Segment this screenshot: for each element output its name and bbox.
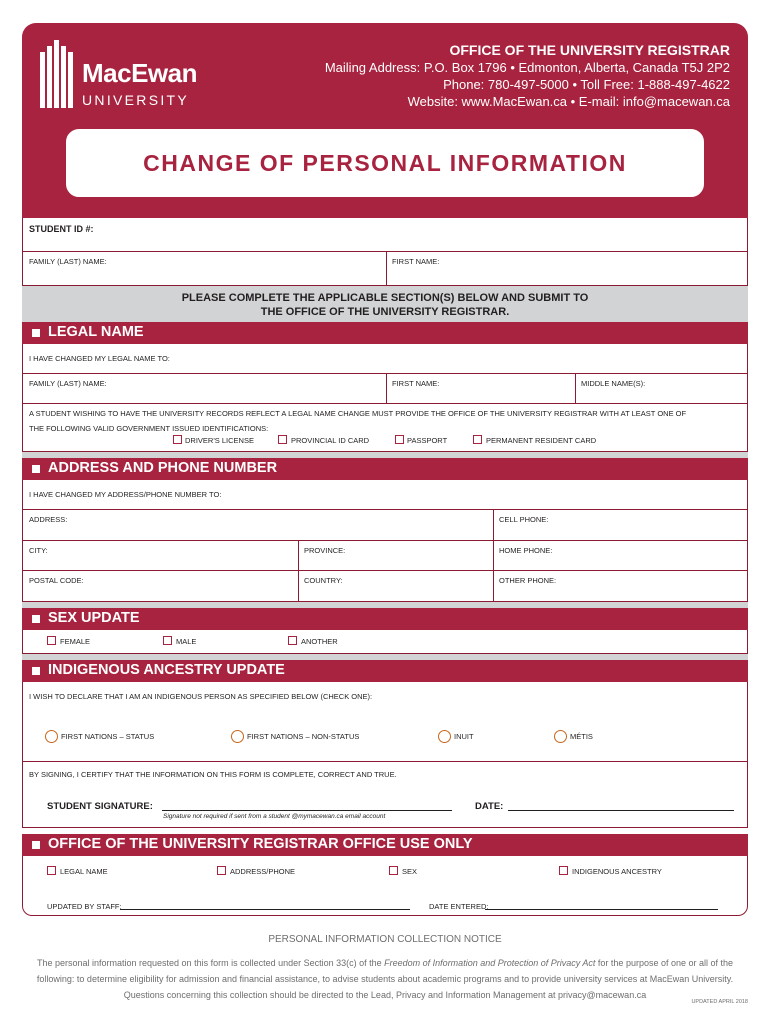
office-indigenous-checkbox[interactable]: [559, 866, 568, 875]
date-label: DATE:: [475, 801, 504, 812]
legal-changed-label: I HAVE CHANGED MY LEGAL NAME TO:: [29, 354, 170, 363]
divider: [298, 571, 299, 601]
section-square-icon: [32, 329, 40, 337]
form-title: CHANGE OF PERSONAL INFORMATION: [143, 149, 627, 176]
indigenous-heading-text: INDIGENOUS ANCESTRY UPDATE: [48, 662, 285, 678]
sex-heading-text: SEX UPDATE: [48, 610, 140, 626]
notice-title: PERSONAL INFORMATION COLLECTION NOTICE: [268, 934, 502, 945]
inuit-label: INUIT: [454, 732, 474, 741]
section-square-icon: [32, 615, 40, 623]
permanent-resident-label: PERMANENT RESIDENT CARD: [486, 436, 597, 445]
office-name: OFFICE OF THE UNIVERSITY REGISTRAR: [449, 42, 730, 58]
male-checkbox[interactable]: [163, 636, 172, 645]
office-use-heading: [22, 834, 748, 856]
office-use-block: [22, 856, 748, 916]
male-label: MALE: [176, 637, 197, 646]
legal-id-requirements: [22, 404, 748, 452]
office-sex-checkbox[interactable]: [389, 866, 398, 875]
macewan-logo: [40, 40, 240, 110]
inuit-radio[interactable]: [438, 730, 451, 743]
legal-name-changed-row: [22, 344, 748, 374]
address-heading-text: ADDRESS AND PHONE NUMBER: [48, 460, 278, 476]
updated-by-label: UPDATED BY STAFF:: [47, 902, 122, 911]
drivers-license-label: DRIVER'S LICENSE: [185, 436, 254, 445]
postal-row: [22, 571, 748, 602]
logo-name: MacEwan: [82, 58, 197, 88]
office-address-label: ADDRESS/PHONE: [230, 867, 296, 876]
first-name-label: FIRST NAME:: [392, 257, 440, 266]
signature-note: Signature not required if sent from a student @mymacewan.ca email account: [163, 813, 386, 820]
indigenous-declare-label: I WISH TO DECLARE THAT I AM AN INDIGENOUS PERSON AS SPECIFIED BELOW (CHECK ONE):: [29, 692, 373, 701]
metis-label: MÉTIS: [570, 732, 593, 741]
date-entered-line[interactable]: [485, 909, 718, 910]
student-signature-label: STUDENT SIGNATURE:: [47, 801, 153, 812]
first-nations-status-radio[interactable]: [45, 730, 58, 743]
instruction-line-2: THE OFFICE OF THE UNIVERSITY REGISTRAR.: [260, 306, 510, 318]
legal-middle-label: MIDDLE NAME(S):: [581, 379, 646, 388]
cell-phone-label: CELL PHONE:: [499, 515, 549, 524]
logo-subtitle: UNIVERSITY: [82, 92, 190, 108]
female-label: FEMALE: [60, 637, 91, 646]
phone-line: Phone: 780-497-5000 • Toll Free: 1-888-497-4622: [443, 77, 730, 92]
student-id-label: STUDENT ID #:: [29, 224, 94, 234]
student-name-row: [22, 252, 748, 286]
office-use-heading-text: OFFICE OF THE UNIVERSITY REGISTRAR OFFICE USE ONLY: [48, 836, 473, 852]
date-line[interactable]: [508, 810, 734, 811]
student-signature-line[interactable]: [162, 810, 452, 811]
divider: [386, 374, 387, 403]
office-legal-name-checkbox[interactable]: [47, 866, 56, 875]
divider: [298, 541, 299, 570]
sex-options-row: [22, 630, 748, 654]
instruction-band: [22, 286, 748, 322]
divider: [386, 252, 387, 285]
provincial-id-label: PROVINCIAL ID CARD: [291, 436, 370, 445]
section-square-icon: [32, 667, 40, 675]
macewan-crest-icon: [40, 40, 76, 108]
date-entered-label: DATE ENTERED:: [429, 902, 489, 911]
legal-family-label: FAMILY (LAST) NAME:: [29, 379, 107, 388]
address-label: ADDRESS:: [29, 515, 68, 524]
form-title-box: [65, 128, 705, 198]
female-checkbox[interactable]: [47, 636, 56, 645]
first-nations-non-status-label: FIRST NATIONS – NON-STATUS: [247, 732, 360, 741]
office-contact: [310, 42, 730, 110]
instruction-line-1: PLEASE COMPLETE THE APPLICABLE SECTION(S) BELOW AND SUBMIT TO: [181, 292, 589, 304]
city-label: CITY:: [29, 546, 48, 555]
passport-checkbox[interactable]: [395, 435, 404, 444]
office-sex-label: SEX: [402, 867, 418, 876]
signature-block: [22, 762, 748, 828]
permanent-resident-checkbox[interactable]: [473, 435, 482, 444]
sex-heading: [22, 608, 748, 630]
office-indigenous-label: INDIGENOUS ANCESTRY: [572, 867, 662, 876]
header-bottom-strip: [22, 198, 748, 218]
notice-part-1: The personal information requested on this form is collected under Section 33(c) of the: [36, 958, 385, 968]
drivers-license-checkbox[interactable]: [173, 435, 182, 444]
other-phone-label: OTHER PHONE:: [499, 576, 557, 585]
legal-name-heading: [22, 322, 748, 344]
first-nations-status-label: FIRST NATIONS – STATUS: [61, 732, 155, 741]
divider: [493, 541, 494, 570]
address-heading: [22, 458, 748, 480]
legal-note-2: THE FOLLOWING VALID GOVERNMENT ISSUED IDENTIFICATIONS:: [29, 424, 269, 433]
office-address-checkbox[interactable]: [217, 866, 226, 875]
address-changed-row: [22, 480, 748, 510]
country-label: COUNTRY:: [304, 576, 343, 585]
indigenous-options: [22, 682, 748, 762]
student-id-field[interactable]: [22, 218, 748, 252]
postal-code-label: POSTAL CODE:: [29, 576, 84, 585]
family-name-label: FAMILY (LAST) NAME:: [29, 257, 107, 266]
section-square-icon: [32, 841, 40, 849]
divider: [493, 571, 494, 601]
mailing-address: Mailing Address: P.O. Box 1796 • Edmonton, Alberta, Canada T5J 2P2: [324, 60, 730, 75]
updated-date: UPDATED APRIL 2018: [691, 999, 748, 1005]
address-row: [22, 510, 748, 541]
first-nations-non-status-radio[interactable]: [231, 730, 244, 743]
legal-name-fields-row: [22, 374, 748, 404]
office-legal-name-label: LEGAL NAME: [60, 867, 108, 876]
certify-statement: BY SIGNING, I CERTIFY THAT THE INFORMATION ON THIS FORM IS COMPLETE, CORRECT AND TRUE.: [29, 770, 397, 779]
another-checkbox[interactable]: [288, 636, 297, 645]
divider: [493, 510, 494, 540]
notice-part-2: for the purpose of one or all of the following: to determine eligibility for admission and financial assistance, to advise students about academic programs and to provide university services at MacEwan University. Questions concerning this collection should be directed to the Lead, Privacy and Information Management at privacy@macewan.ca: [36, 958, 734, 1000]
another-label: ANOTHER: [301, 637, 338, 646]
province-label: PROVINCE:: [304, 546, 346, 555]
divider: [575, 374, 576, 403]
legal-name-heading-text: LEGAL NAME: [48, 324, 144, 340]
section-square-icon: [32, 465, 40, 473]
legal-note-1: A STUDENT WISHING TO HAVE THE UNIVERSITY RECORDS REFLECT A LEGAL NAME CHANGE MUST PROVIDE THE OFFICE OF THE UNIVERSITY REGISTRAR WITH AT LEAST ONE OF: [29, 409, 687, 418]
updated-by-line[interactable]: [120, 909, 410, 910]
metis-radio[interactable]: [554, 730, 567, 743]
website-line: Website: www.MacEwan.ca • E-mail: info@macewan.ca: [407, 94, 730, 109]
address-changed-label: I HAVE CHANGED MY ADDRESS/PHONE NUMBER TO:: [29, 490, 222, 499]
notice-text: [22, 955, 748, 1003]
indigenous-heading: [22, 660, 748, 682]
city-row: [22, 541, 748, 571]
legal-first-label: FIRST NAME:: [392, 379, 440, 388]
provincial-id-checkbox[interactable]: [278, 435, 287, 444]
notice-act-name: Freedom of Information and Protection of Privacy Act: [384, 958, 596, 968]
home-phone-label: HOME PHONE:: [499, 546, 553, 555]
passport-label: PASSPORT: [407, 436, 448, 445]
